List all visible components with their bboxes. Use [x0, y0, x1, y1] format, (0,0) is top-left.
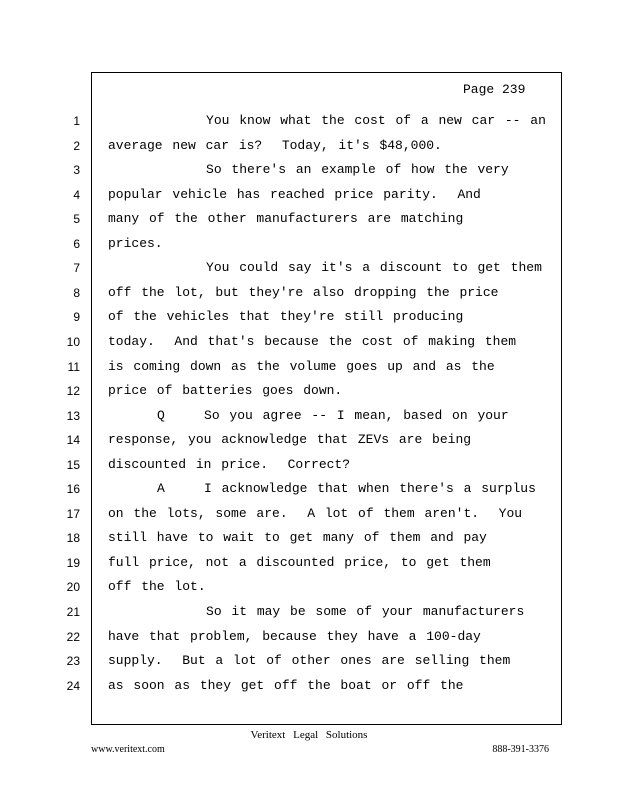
- transcript-line: [0, 307, 618, 327]
- line-number: 14: [66, 433, 80, 448]
- transcript-line: [0, 381, 618, 401]
- line-text: response, you acknowledge that ZEVs are being: [108, 432, 472, 448]
- line-text: full price, not a discounted price, to get them: [108, 554, 491, 570]
- line-number: 16: [66, 482, 80, 497]
- transcript-line: [0, 504, 618, 524]
- line-text: of the vehicles that they're still producing: [108, 309, 464, 325]
- line-number: 4: [73, 187, 80, 202]
- line-text: as soon as they get off the boat or off the: [108, 677, 464, 693]
- line-text: prices.: [108, 235, 163, 251]
- transcript-line: [0, 430, 618, 450]
- transcript-line: [0, 528, 618, 548]
- line-number: 5: [73, 212, 80, 227]
- line-text: off the lot, but they're also dropping the price: [108, 284, 499, 300]
- line-number: 23: [66, 654, 80, 669]
- line-text: supply. But a lot of other ones are selling them: [108, 653, 511, 669]
- line-number: 3: [73, 163, 80, 178]
- transcript-line: [0, 602, 618, 622]
- line-number: 11: [67, 359, 80, 374]
- line-number: 17: [66, 506, 80, 521]
- line-number: 15: [66, 457, 80, 472]
- line-text: off the lot.: [108, 579, 206, 595]
- line-text: still have to wait to get many of them and pay: [108, 530, 487, 546]
- line-text: You could say it's a discount to get them: [108, 260, 542, 276]
- line-text: price of batteries goes down.: [108, 383, 343, 399]
- footer-phone: 888-391-3376: [492, 744, 549, 755]
- transcript-line: [0, 283, 618, 303]
- line-number: 2: [73, 138, 80, 153]
- transcript-line: [0, 651, 618, 671]
- transcript-line: [0, 258, 618, 278]
- line-text: A I acknowledge that when there's a surplus: [108, 481, 536, 497]
- line-number: 19: [66, 555, 80, 570]
- line-text: average new car is? Today, it's $48,000.: [108, 137, 442, 153]
- page-number: Page 239: [463, 82, 526, 97]
- line-number: 22: [66, 629, 80, 644]
- transcript-line: [0, 332, 618, 352]
- line-number: 7: [73, 261, 80, 276]
- footer-website: www.veritext.com: [91, 744, 165, 755]
- line-text: have that problem, because they have a 100-day: [108, 628, 481, 644]
- transcript-line: [0, 406, 618, 426]
- line-number: 6: [73, 236, 80, 251]
- transcript-line: [0, 577, 618, 597]
- line-number: 8: [73, 285, 80, 300]
- transcript-line: [0, 136, 618, 156]
- transcript-line: [0, 234, 618, 254]
- line-text: So there's an example of how the very: [108, 162, 509, 178]
- transcript-line: [0, 185, 618, 205]
- line-number: 13: [66, 408, 80, 423]
- transcript-line: [0, 455, 618, 475]
- line-text: is coming down as the volume goes up and as the: [108, 358, 495, 374]
- line-number: 10: [66, 334, 80, 349]
- line-text: discounted in price. Correct?: [108, 456, 351, 472]
- line-number: 20: [66, 580, 80, 595]
- line-number: 12: [66, 384, 80, 399]
- line-number: 1: [73, 114, 80, 128]
- transcript-line: [0, 676, 618, 696]
- line-number: 21: [66, 605, 80, 619]
- transcript-line: [0, 627, 618, 647]
- line-number: 18: [66, 531, 80, 546]
- transcript-line: [0, 479, 618, 499]
- transcript-line: [0, 357, 618, 377]
- line-text: many of the other manufacturers are matching: [108, 211, 464, 227]
- line-text: Q So you agree -- I mean, based on your: [108, 407, 509, 423]
- transcript-line: [0, 553, 618, 573]
- transcript-line: [0, 111, 618, 131]
- line-text: popular vehicle has reached price parity. And: [108, 186, 481, 202]
- transcript-line: [0, 209, 618, 229]
- line-number: 24: [66, 678, 80, 693]
- line-text: today. And that's because the cost of making them: [108, 333, 517, 349]
- line-text: You know what the cost of a new car -- an: [108, 113, 546, 128]
- line-text: on the lots, some are. A lot of them aren't. You: [108, 505, 523, 521]
- line-text: So it may be some of your manufacturers: [108, 604, 525, 619]
- footer-company: Veritext Legal Solutions: [250, 729, 368, 741]
- transcript-line: [0, 160, 618, 180]
- line-number: 9: [73, 310, 80, 325]
